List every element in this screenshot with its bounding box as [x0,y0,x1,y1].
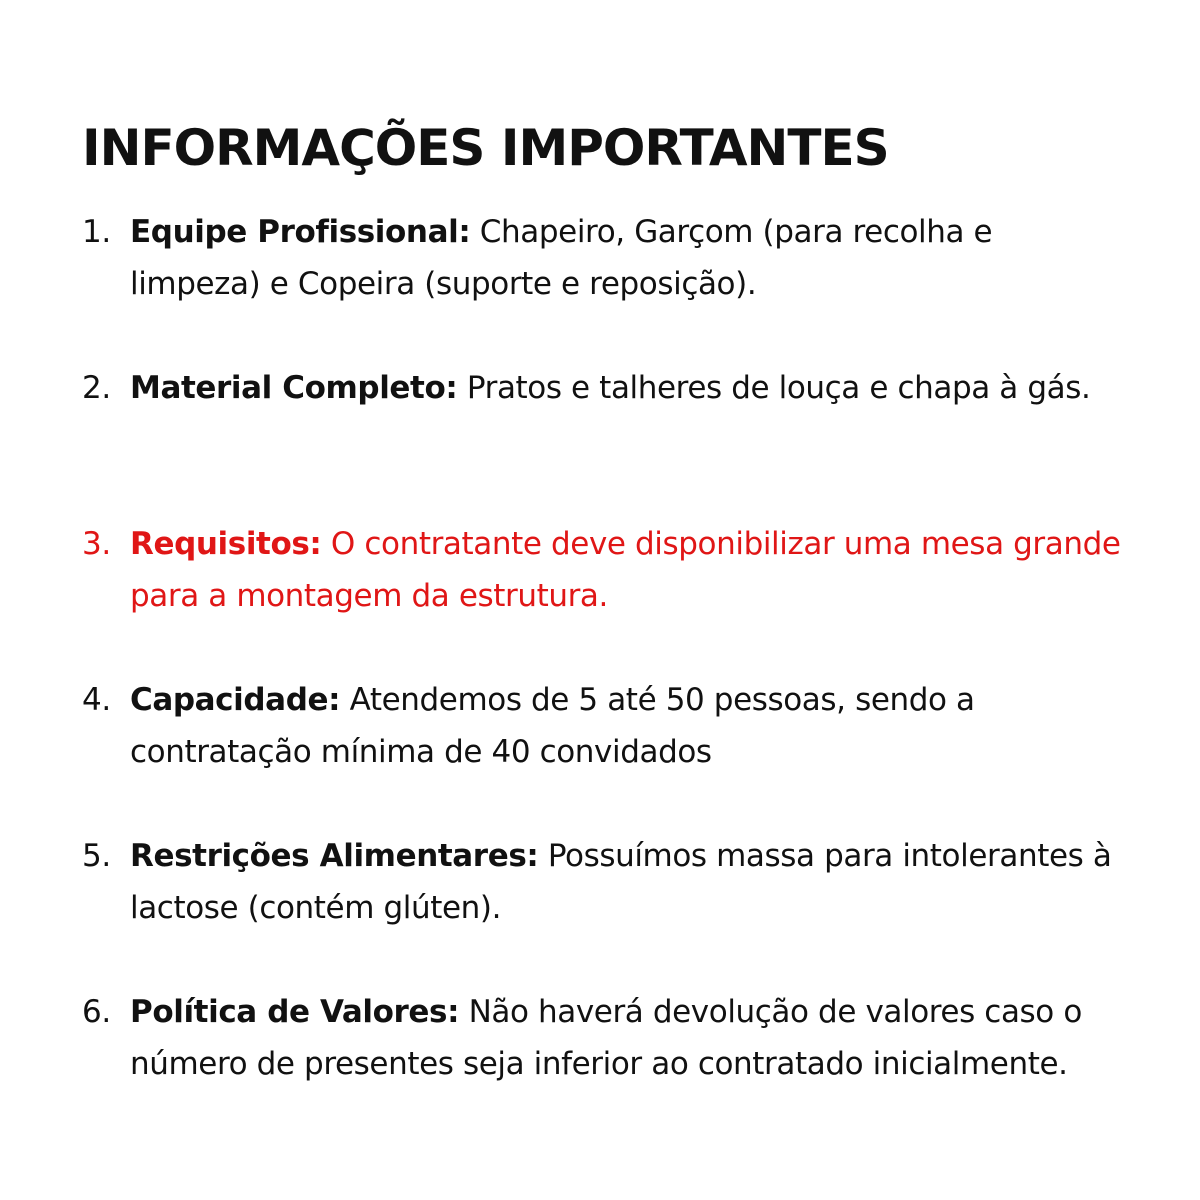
item-number: 3. [82,526,111,562]
list-item-requisitos [82,518,1122,622]
list-item-material [82,362,1122,414]
list-item-politica [82,986,1122,1090]
list-item-restricoes [82,830,1122,934]
item-number: 6. [82,994,111,1030]
list-item-capacidade [82,674,1122,778]
item-label: Capacidade: [130,682,341,718]
item-body [130,986,1122,1090]
item-number: 5. [82,838,111,874]
item-label: Material Completo: [130,370,458,406]
item-body [130,518,1122,622]
item-number: 1. [82,214,111,250]
item-text: Pratos e talheres de louça e chapa à gás. [466,370,1091,406]
item-body [130,362,1122,414]
item-text: Atendemos de 5 até 50 pessoas, sendo a contratação mínima de 40 convidados [130,682,975,770]
list-item-equipe [82,206,1122,310]
item-label: Restrições Alimentares: [130,838,539,874]
item-number: 4. [82,682,111,718]
item-body [130,206,1122,310]
item-label: Requisitos: [130,526,322,562]
page-title: INFORMAÇÕES IMPORTANTES [82,119,889,177]
item-body [130,830,1122,934]
item-label: Política de Valores: [130,994,460,1030]
item-text: Possuímos massa para intolerantes à lactose (contém glúten). [130,838,1112,926]
item-text: Não haverá devolução de valores caso o número de presentes seja inferior ao contratado inicialmente. [130,994,1082,1082]
item-number: 2. [82,370,111,406]
item-body [130,674,1122,778]
item-text: O contratante deve disponibilizar uma mesa grande para a montagem da estrutura. [130,526,1121,614]
item-label: Equipe Profissional: [130,214,471,250]
item-text: Chapeiro, Garçom (para recolha e limpeza) e Copeira (suporte e reposição). [130,214,993,302]
